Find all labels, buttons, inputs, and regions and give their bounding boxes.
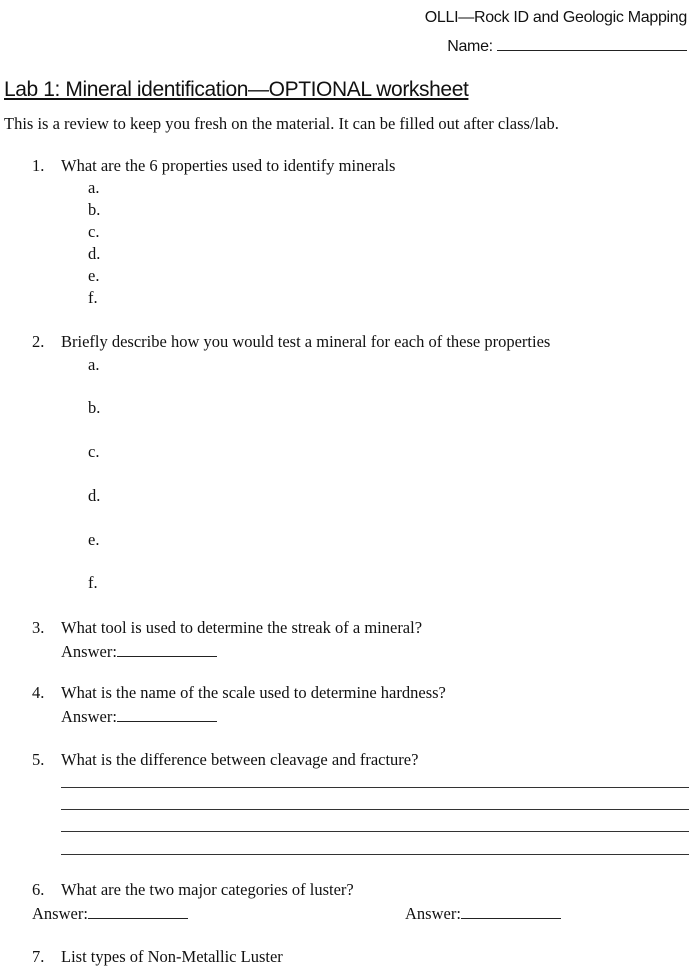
list-item: d.: [88, 486, 101, 505]
question-number: 6.: [32, 880, 45, 899]
list-item: e.: [88, 266, 100, 285]
question-number: 7.: [32, 947, 45, 966]
question-number: 4.: [32, 683, 45, 702]
answer-blank[interactable]: [88, 904, 188, 919]
answer-label: Answer:: [61, 707, 117, 726]
list-item: a.: [88, 178, 100, 197]
list-item: f.: [88, 573, 98, 592]
list-item: c.: [88, 222, 100, 241]
answer-line[interactable]: [61, 809, 689, 810]
answer-blank[interactable]: [117, 642, 217, 657]
list-item: b.: [88, 398, 101, 417]
question-text: What are the 6 properties used to identify minerals: [61, 156, 396, 175]
name-blank[interactable]: [497, 36, 687, 51]
answer-field-2[interactable]: [405, 904, 561, 923]
question-text: What tool is used to determine the streak of a mineral?: [61, 618, 423, 637]
answer-field[interactable]: [61, 642, 217, 661]
answer-field[interactable]: [61, 707, 217, 726]
question-number: 5.: [32, 750, 45, 769]
name-label: Name:: [447, 38, 493, 55]
list-item: f.: [88, 288, 98, 307]
answer-blank[interactable]: [461, 904, 561, 919]
question-text: What are the two major categories of luster?: [61, 880, 354, 899]
question-text: What is the difference between cleavage and fracture?: [61, 750, 419, 769]
question-text: What is the name of the scale used to determine hardness?: [61, 683, 446, 702]
question-number: 2.: [32, 332, 45, 351]
question-text: Briefly describe how you would test a mineral for each of these properties: [61, 332, 551, 351]
answer-label: Answer:: [32, 904, 88, 923]
course-header: OLLI—Rock ID and Geologic Mapping: [424, 9, 687, 26]
answer-label: Answer:: [405, 904, 461, 923]
intro-text: This is a review to keep you fresh on the material. It can be filled out after class/lab.: [4, 114, 559, 133]
answer-line[interactable]: [61, 787, 689, 788]
answer-field[interactable]: [32, 904, 188, 923]
answer-line[interactable]: [61, 854, 689, 855]
list-item: d.: [88, 244, 101, 263]
question-number: 1.: [32, 156, 45, 175]
answer-line[interactable]: [61, 831, 689, 832]
question-text: List types of Non-Metallic Luster: [61, 947, 283, 966]
list-item: a.: [88, 355, 100, 374]
name-field[interactable]: [447, 36, 687, 56]
answer-label: Answer:: [61, 642, 117, 661]
list-item: e.: [88, 530, 100, 549]
page-title: Lab 1: Mineral identification—OPTIONAL worksheet: [4, 78, 469, 101]
list-item: c.: [88, 442, 100, 461]
answer-blank[interactable]: [117, 707, 217, 722]
list-item: b.: [88, 200, 101, 219]
question-number: 3.: [32, 618, 45, 637]
